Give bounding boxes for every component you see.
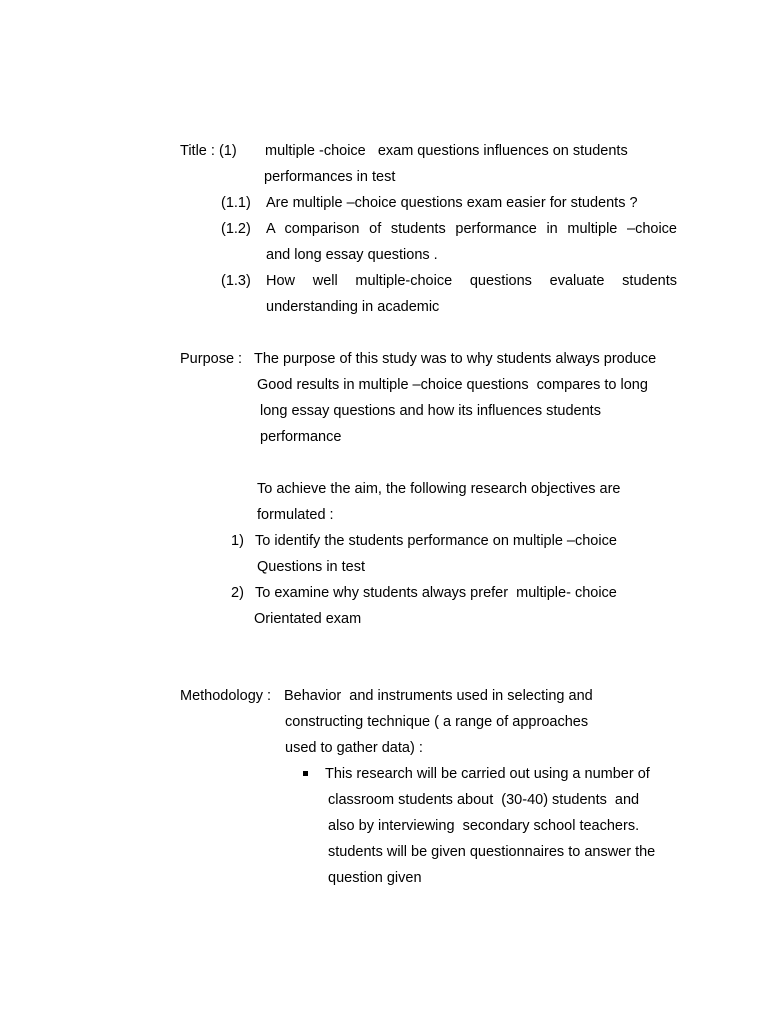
- subtitle-line: understanding in academic: [266, 299, 440, 315]
- methodology-line: Behavior and instruments used in selecting and: [284, 688, 593, 704]
- purpose-line: performance: [260, 429, 342, 445]
- bullet-line: students will be given questionnaires to answer the: [328, 844, 656, 860]
- objective-line: Orientated exam: [254, 611, 362, 627]
- title-label: Title : (1): [180, 143, 237, 159]
- objective-line: Questions in test: [257, 559, 365, 575]
- methodology-line: constructing technique ( a range of approaches: [285, 714, 589, 730]
- title-main-line: performances in test: [264, 169, 396, 185]
- purpose-line: long essay questions and how its influences students: [260, 403, 601, 419]
- subtitle-number: (1.1): [221, 195, 251, 211]
- objective-line: To examine why students always prefer multiple- choice: [255, 585, 617, 601]
- subtitle-line: Are multiple –choice questions exam easier for students ?: [266, 195, 638, 211]
- objective-line: To identify the students performance on multiple –choice: [255, 533, 617, 549]
- objective-number: 1): [231, 533, 244, 549]
- purpose-line: Good results in multiple –choice questions compares to long: [257, 377, 648, 393]
- objective-number: 2): [231, 585, 244, 601]
- bullet-line: classroom students about (30-40) students and: [328, 792, 640, 808]
- title-main-line: multiple -choice exam questions influences on students: [265, 143, 628, 159]
- methodology-line: used to gather data) :: [285, 740, 423, 756]
- subtitle-line: How well multiple-choice questions evaluate students: [266, 273, 677, 289]
- methodology-label: Methodology :: [180, 688, 272, 704]
- bullet-line: also by interviewing secondary school teachers.: [328, 818, 640, 834]
- bullet-line: This research will be carried out using a number of: [325, 766, 650, 782]
- bullet-line: question given: [328, 870, 422, 886]
- subtitle-number: (1.2): [221, 221, 251, 237]
- subtitle-number: (1.3): [221, 273, 251, 289]
- subtitle-line: A comparison of students performance in multiple –choice: [266, 221, 677, 237]
- bullet-icon: [303, 771, 308, 776]
- purpose-label: Purpose :: [180, 351, 243, 367]
- aim-line: To achieve the aim, the following research objectives are: [257, 481, 621, 497]
- subtitle-line: and long essay questions .: [266, 247, 438, 263]
- aim-line: formulated :: [257, 507, 334, 523]
- purpose-line: The purpose of this study was to why students always produce: [254, 351, 657, 367]
